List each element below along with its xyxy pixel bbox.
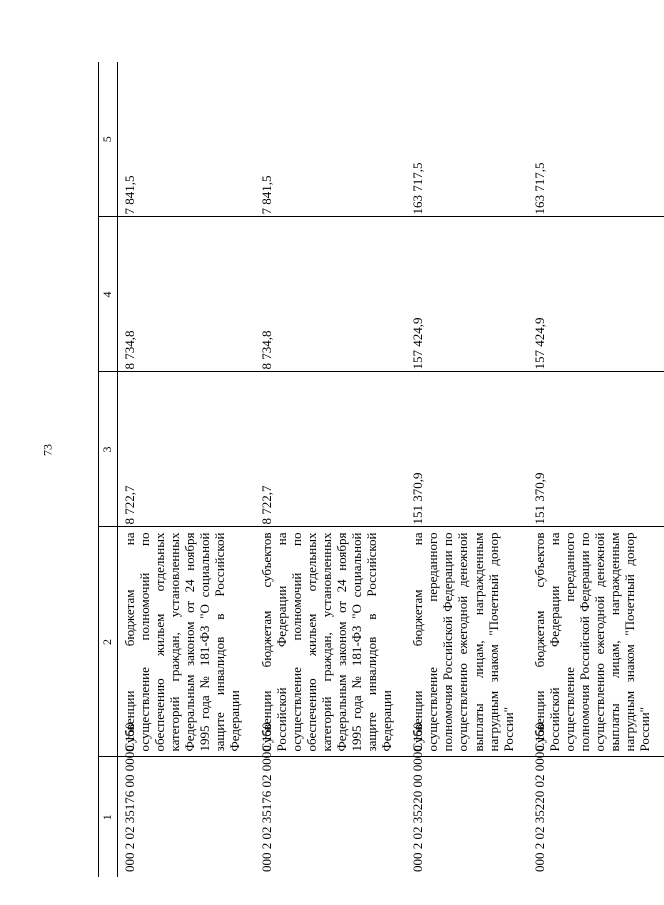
- header-col-3: 3: [99, 372, 118, 527]
- value-col-3: 8 722,7: [255, 372, 407, 527]
- row-description: Субвенции бюджетам на осуществление полномочий по обеспечению жильем отдельных категорий граждан, установленных Федеральным законом от 24 ноября 1995 года № 181-ФЗ "О социальной защите инвалидов в Российской Федерации: [117, 527, 254, 757]
- budget-table: [98, 62, 664, 877]
- table-row: [528, 62, 664, 877]
- header-col-2: 2: [99, 527, 118, 757]
- value-col-4: 8 734,8: [117, 217, 254, 372]
- header-col-4: 4: [99, 217, 118, 372]
- value-col-4: 157 424,9: [528, 217, 664, 372]
- value-col-5: 163 717,5: [528, 62, 664, 217]
- header-col-1: 1: [99, 757, 118, 877]
- value-col-5: 7 841,5: [255, 62, 407, 217]
- value-col-5: 163 717,5: [406, 62, 528, 217]
- table-row: [117, 62, 254, 877]
- value-col-4: 157 424,9: [406, 217, 528, 372]
- budget-code: 000 2 02 35176 02 0000 150: [258, 722, 274, 872]
- header-row: [99, 62, 118, 877]
- row-description: Субвенции бюджетам субъектов Российской Федерации на осуществление полномочий по обеспечению жильем отдельных категорий граждан, установленных Федеральным законом от 24 ноября 1995 года № 181-ФЗ "О социальной защите инвалидов в Российской Федерации: [255, 527, 407, 757]
- value-col-4: 8 734,8: [255, 217, 407, 372]
- page-number: 73: [40, 444, 55, 456]
- value-col-3: 151 370,9: [406, 372, 528, 527]
- rotated-table-page: [98, 62, 653, 877]
- value-col-3: 8 722,7: [117, 372, 254, 527]
- row-description: Субвенции бюджетам субъектов Российской Федерации на осуществление переданного полномочия Российской Федерации по осуществлению ежегодной денежной выплаты лицам, награжденным нагрудным знаком "Почетный донор России": [528, 527, 664, 757]
- header-col-5: 5: [99, 62, 118, 217]
- table-row: [406, 62, 528, 877]
- value-col-3: 151 370,9: [528, 372, 664, 527]
- budget-code: 000 2 02 35220 00 0000 150: [410, 722, 426, 872]
- table-row: [255, 62, 407, 877]
- value-col-5: 7 841,5: [117, 62, 254, 217]
- row-description: Субвенции бюджетам на осуществление переданного полномочия Российской Федерации по осуществлению ежегодной денежной выплаты лицам, награжденным нагрудным знаком "Почетный донор России": [406, 527, 528, 757]
- budget-code: 000 2 02 35176 00 0000 150: [121, 722, 137, 872]
- budget-code: 000 2 02 35220 02 0000 150: [531, 722, 547, 872]
